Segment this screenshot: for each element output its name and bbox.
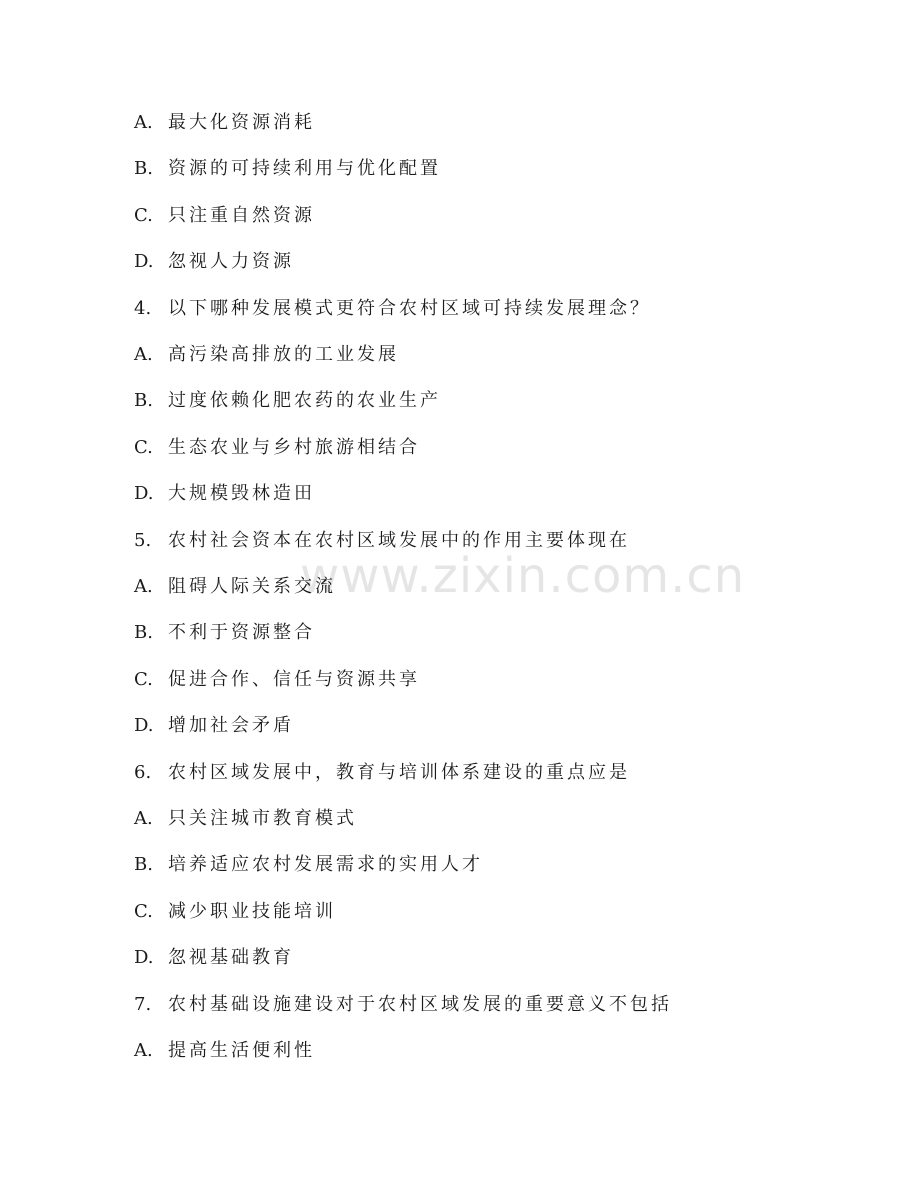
answer-option — [134, 850, 483, 880]
option-letter: A. — [134, 576, 153, 597]
option-text: 只关注城市教育模式 — [168, 808, 357, 829]
option-letter: B. — [134, 158, 153, 179]
option-letter: D. — [134, 947, 154, 968]
question-number: 4. — [134, 298, 152, 319]
option-text: 大规模毁林造田 — [168, 483, 315, 504]
option-text: 提高生活便利性 — [168, 1040, 315, 1061]
option-letter: C. — [134, 669, 153, 690]
option-text: 最大化资源消耗 — [168, 112, 315, 133]
answer-option — [134, 340, 399, 370]
option-letter: C. — [134, 205, 153, 226]
option-text: 减少职业技能培训 — [168, 901, 336, 922]
option-text: 资源的可持续利用与优化配置 — [168, 158, 441, 179]
answer-option — [134, 479, 315, 509]
option-letter: A. — [134, 112, 153, 133]
question-number: 5. — [134, 530, 152, 551]
watermark: www.zixin.com.cn — [300, 548, 746, 604]
option-letter: D. — [134, 251, 154, 272]
answer-option — [134, 897, 336, 927]
answer-option — [134, 618, 315, 648]
option-letter: C. — [134, 437, 153, 458]
answer-option — [134, 108, 315, 138]
question-text: 农村社会资本在农村区域发展中的作用主要体现在 — [168, 530, 630, 551]
answer-option — [134, 201, 315, 231]
question-number: 7. — [134, 994, 152, 1015]
option-letter: D. — [134, 483, 154, 504]
option-letter: B. — [134, 622, 153, 643]
question-text: 以下哪种发展模式更符合农村区域可持续发展理念？ — [168, 298, 651, 319]
option-text: 生态农业与乡村旅游相结合 — [168, 437, 420, 458]
answer-option — [134, 154, 441, 184]
option-letter: B. — [134, 854, 153, 875]
option-text: 忽视人力资源 — [168, 251, 294, 272]
option-text: 忽视基础教育 — [168, 947, 294, 968]
answer-option — [134, 711, 294, 741]
question-stem — [134, 990, 672, 1020]
option-text: 培养适应农村发展需求的实用人才 — [168, 854, 483, 875]
option-letter: C. — [134, 901, 153, 922]
question-stem — [134, 294, 651, 324]
option-letter: A. — [134, 344, 153, 365]
option-text: 阻碍人际关系交流 — [168, 576, 336, 597]
option-letter: D. — [134, 715, 154, 736]
option-text: 增加社会矛盾 — [168, 715, 294, 736]
answer-option — [134, 665, 420, 695]
question-text: 农村区域发展中，教育与培训体系建设的重点应是 — [168, 762, 630, 783]
option-text: 过度依赖化肥农药的农业生产 — [168, 390, 441, 411]
answer-option — [134, 943, 294, 973]
option-text: 高污染高排放的工业发展 — [168, 344, 399, 365]
answer-option — [134, 433, 420, 463]
option-text: 促进合作、信任与资源共享 — [168, 669, 420, 690]
answer-option — [134, 386, 441, 416]
option-letter: B. — [134, 390, 153, 411]
option-letter: A. — [134, 808, 153, 829]
option-text: 不利于资源整合 — [168, 622, 315, 643]
answer-option — [134, 247, 294, 277]
answer-option — [134, 1036, 315, 1066]
option-text: 只注重自然资源 — [168, 205, 315, 226]
question-stem — [134, 758, 630, 788]
question-number: 6. — [134, 762, 152, 783]
answer-option — [134, 804, 357, 834]
option-letter: A. — [134, 1040, 153, 1061]
question-text: 农村基础设施建设对于农村区域发展的重要意义不包括 — [168, 994, 672, 1015]
